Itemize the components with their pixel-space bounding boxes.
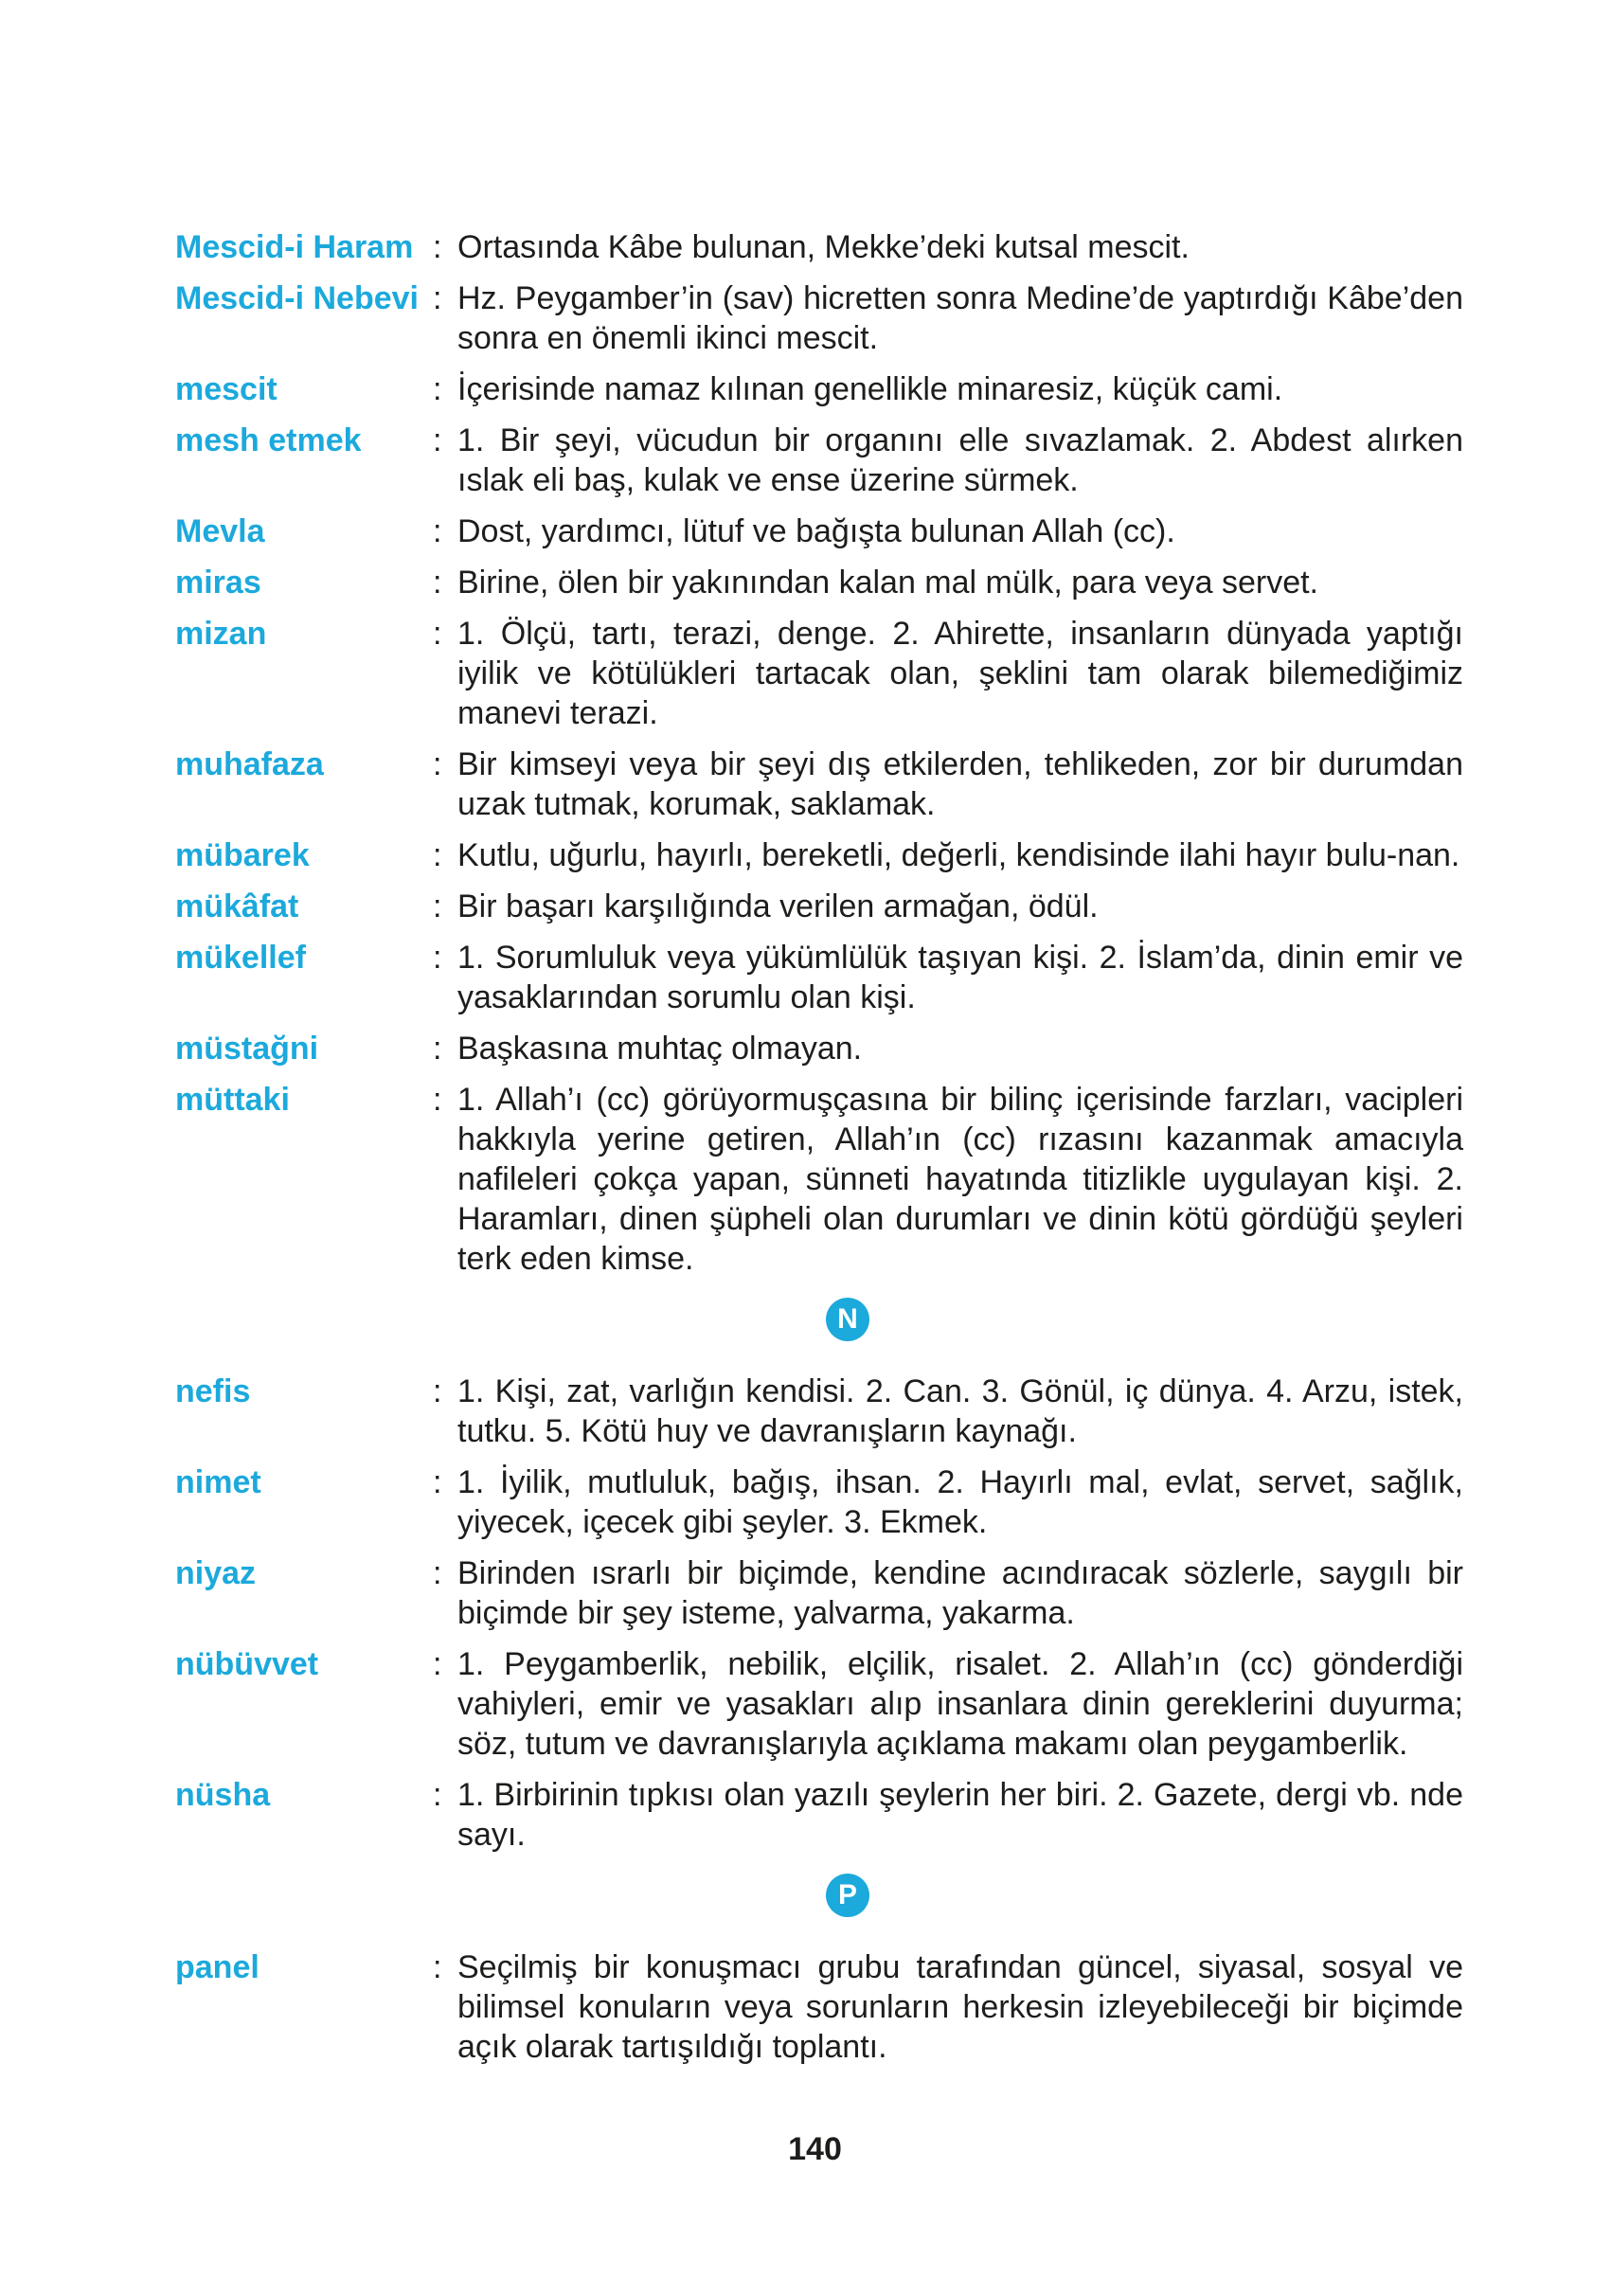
glossary-entry — [175, 1947, 1463, 2067]
entry-definition: 1. Bir şeyi, vücudun bir organını elle sıvazlamak. 2. Abdest alırken ıslak eli baş, kulak ve ense üzerine sürmek. — [457, 422, 1463, 498]
entry-term: nübüvvet — [175, 1646, 319, 1682]
glossary-entry — [175, 511, 1463, 551]
glossary-section-p — [175, 1874, 1463, 2067]
section-letter-badge: N — [826, 1298, 869, 1341]
entry-term: Mevla — [175, 513, 265, 549]
entry-term: mizan — [175, 616, 267, 652]
entry-term: mübarek — [175, 837, 310, 873]
entry-separator: : — [433, 940, 442, 976]
glossary-entry — [175, 614, 1463, 733]
entry-separator: : — [433, 422, 442, 458]
entry-term: müstağni — [175, 1031, 319, 1067]
glossary-entry — [175, 563, 1463, 602]
glossary-entry — [175, 421, 1463, 500]
entry-separator: : — [433, 1646, 442, 1682]
section-letter-row — [175, 1874, 1463, 1917]
entry-separator: : — [433, 1464, 442, 1500]
entry-definition: 1. Allah’ı (cc) görüyormuşçasına bir bilinç içerisinde farzları, vacipleri hakkıyla yerine getiren, Allah’ın (cc) rızasını kazanmak amacıyla nafileleri çokça yapan, sünneti hayatında titizlikle uygulayan kişi. 2. Haramları, dinen şüpheli olan durumları ve dinin kötü gördüğü şeyleri terk eden kimse. — [457, 1082, 1463, 1277]
glossary-section-n — [175, 1298, 1463, 1855]
entry-term: mükâfat — [175, 888, 299, 924]
glossary-entry — [175, 227, 1463, 267]
entry-term: nimet — [175, 1464, 261, 1500]
entry-definition: Bir kimseyi veya bir şeyi dış etkilerden, tehlikeden, zor bir durumdan uzak tutmak, korumak, saklamak. — [457, 746, 1463, 822]
glossary-entry — [175, 835, 1463, 875]
entry-definition: Kutlu, uğurlu, hayırlı, bereketli, değerli, kendisinde ilahi hayır bulu-nan. — [457, 837, 1460, 873]
entry-definition: Hz. Peygamber’in (sav) hicretten sonra Medine’de yaptırdığı Kâbe’den sonra en önemli ikinci mescit. — [457, 280, 1463, 356]
glossary-entry — [175, 1372, 1463, 1451]
section-letter-badge: P — [826, 1874, 869, 1917]
entry-separator: : — [433, 1949, 442, 1985]
glossary-entry — [175, 938, 1463, 1017]
entry-definition: Birine, ölen bir yakınından kalan mal mülk, para veya servet. — [457, 565, 1319, 601]
entry-separator: : — [433, 565, 442, 601]
entry-definition: 1. Sorumluluk veya yükümlülük taşıyan kişi. 2. İslam’da, dinin emir ve yasaklarından sorumlu olan kişi. — [457, 940, 1463, 1015]
glossary-entry — [175, 1775, 1463, 1855]
entry-term: niyaz — [175, 1555, 257, 1591]
glossary-entry — [175, 1553, 1463, 1633]
glossary-entry — [175, 278, 1463, 358]
glossary-entry — [175, 744, 1463, 824]
entry-term: Mescid-i Haram — [175, 229, 414, 265]
glossary-entry — [175, 1029, 1463, 1068]
glossary-entry — [175, 887, 1463, 926]
entry-definition: Bir başarı karşılığında verilen armağan, ödül. — [457, 888, 1099, 924]
entry-separator: : — [433, 837, 442, 873]
entry-term: panel — [175, 1949, 260, 1985]
entry-term: nüsha — [175, 1777, 271, 1813]
entry-term: muhafaza — [175, 746, 324, 782]
glossary-entry — [175, 1462, 1463, 1542]
entry-separator: : — [433, 616, 442, 652]
entry-separator: : — [433, 1373, 442, 1409]
entry-term: müttaki — [175, 1082, 290, 1118]
entry-term: mükellef — [175, 940, 306, 976]
entry-definition: 1. Kişi, zat, varlığın kendisi. 2. Can. 3. Gönül, iç dünya. 4. Arzu, istek, tutku. 5. Kötü huy ve davranışların kaynağı. — [457, 1373, 1463, 1449]
page-number: 140 — [788, 2131, 842, 2167]
section-letter-row — [175, 1298, 1463, 1341]
entry-definition: Seçilmiş bir konuşmacı grubu tarafından güncel, siyasal, sosyal ve bilimsel konuların veya sorunların herkesin izleyebileceği bir biçimde açık olarak tartışıldığı toplantı. — [457, 1949, 1463, 2065]
glossary-entry — [175, 369, 1463, 409]
entry-separator: : — [433, 371, 442, 407]
entry-definition: İçerisinde namaz kılınan genellikle minaresiz, küçük cami. — [457, 371, 1283, 407]
entry-separator: : — [433, 1082, 442, 1118]
entry-separator: : — [433, 229, 442, 265]
entry-separator: : — [433, 746, 442, 782]
entry-term: miras — [175, 565, 261, 601]
entry-definition: 1. Peygamberlik, nebilik, elçilik, risalet. 2. Allah’ın (cc) gönderdiği vahiyleri, emir ve yasakları alıp insanlara dinin gereklerini duyurma; söz, tutum ve davranışlarıyla açıklama makamı olan peygamberlik. — [457, 1646, 1463, 1762]
entry-term: mesh etmek — [175, 422, 362, 458]
entry-term: mescit — [175, 371, 277, 407]
entry-separator: : — [433, 280, 442, 316]
entry-term: nefis — [175, 1373, 251, 1409]
entry-separator: : — [433, 1555, 442, 1591]
entry-definition: Başkasına muhtaç olmayan. — [457, 1031, 863, 1067]
entry-definition: 1. Birbirinin tıpkısı olan yazılı şeylerin her biri. 2. Gazete, dergi vb. nde sayı. — [457, 1777, 1463, 1853]
entry-separator: : — [433, 1031, 442, 1067]
entry-term: Mescid-i Nebevi — [175, 280, 419, 316]
glossary — [175, 227, 1463, 2078]
glossary-section-m — [175, 227, 1463, 1279]
entry-definition: Birinden ısrarlı bir biçimde, kendine acındıracak sözlerle, saygılı bir biçimde bir şey isteme, yalvarma, yakarma. — [457, 1555, 1463, 1631]
entry-definition: Ortasında Kâbe bulunan, Mekke’deki kutsal mescit. — [457, 229, 1190, 265]
entry-separator: : — [433, 513, 442, 549]
glossary-entry — [175, 1080, 1463, 1279]
entry-separator: : — [433, 1777, 442, 1813]
entry-definition: Dost, yardımcı, lütuf ve bağışta bulunan Allah (cc). — [457, 513, 1175, 549]
entry-separator: : — [433, 888, 442, 924]
glossary-entry — [175, 1644, 1463, 1764]
entry-definition: 1. Ölçü, tartı, terazi, denge. 2. Ahirette, insanların dünyada yaptığı iyilik ve kötülükleri tartacak olan, şeklini tam olarak bilemediğimiz manevi terazi. — [457, 616, 1463, 731]
entry-definition: 1. İyilik, mutluluk, bağış, ihsan. 2. Hayırlı mal, evlat, servet, sağlık, yiyecek, içecek gibi şeyler. 3. Ekmek. — [457, 1464, 1463, 1540]
